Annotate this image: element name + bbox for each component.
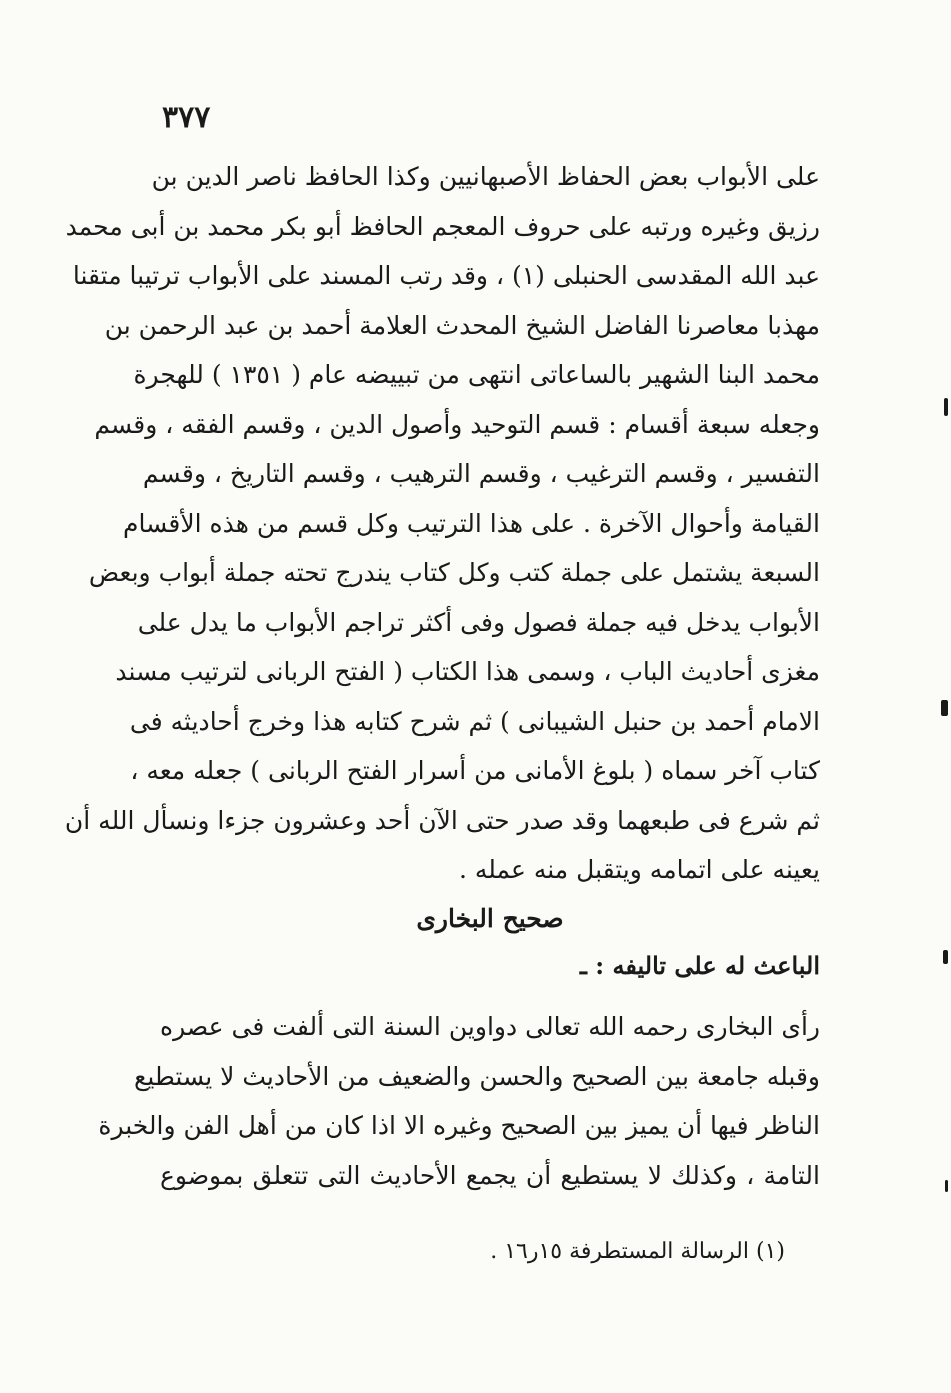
paragraph-line: يعينه على اتمامه ويتقبل منه عمله .	[458, 855, 820, 884]
paragraph-line: السبعة يشتمل على جملة كتب وكل كتاب يندرج تحته جملة أبواب وبعض	[88, 558, 820, 587]
paragraph-line: رأى البخارى رحمه الله تعالى دواوين السنة التى ألفت فى عصره	[160, 1012, 820, 1041]
paragraph-line: كتاب آخر سماه ( بلوغ الأمانى من أسرار الفتح الربانى ) جعله معه ،	[130, 756, 820, 785]
paragraph-line: وقبله جامعة بين الصحيح والحسن والضعيف من الأحاديث لا يستطيع	[134, 1061, 820, 1091]
paragraph-line: التامة ، وكذلك لا يستطيع أن يجمع الأحاديث التى تتعلق بموضوع	[160, 1160, 820, 1190]
paragraph-line: الامام أحمد بن حنبل الشيبانى ) ثم شرح كتابه هذا وخرج أحاديثه فى	[129, 706, 820, 736]
paragraph-line: مهذبا معاصرنا الفاضل الشيخ المحدث العلامة أحمد بن عبد الرحمن بن	[104, 310, 820, 340]
scan-edge-mark	[941, 700, 948, 716]
scan-edge-mark	[944, 398, 948, 416]
section-paragraph	[98, 1002, 820, 1200]
scan-edge-mark	[943, 950, 948, 964]
paragraph-line: عبد الله المقدسى الحنبلى (١) ، وقد رتب المسند على الأبواب ترتيبا متقنا	[72, 261, 820, 290]
paragraph-line: التفسير ، وقسم الترغيب ، وقسم الترهيب ، وقسم التاريخ ، وقسم	[142, 459, 820, 488]
paragraph-line: محمد البنا الشهير بالساعاتى انتهى من تبييضه عام ( ١٣٥١ ) للهجرة	[133, 360, 820, 389]
section-title: صحيح البخارى	[416, 904, 564, 933]
paragraph-line: على الأبواب بعض الحفاظ الأصبهانيين وكذا الحافظ ناصر الدين بن	[151, 162, 820, 191]
paragraph-line: الناظر فيها أن يميز بين الصحيح وغيره الا اذا كان من أهل الفن والخبرة	[98, 1111, 820, 1140]
scan-edge-mark	[945, 1180, 948, 1192]
paragraph-line: ثم شرع فى طبعهما وقد صدر حتى الآن أحد وعشرون جزءا ونسأل الله أن	[64, 805, 820, 835]
page-number: ٣٧٧	[162, 100, 211, 135]
footnote: (١) الرسالة المستطرفة ١٥ر١٦ .	[490, 1239, 785, 1264]
paragraph-line: الأبواب يدخل فيه جملة فصول وفى أكثر تراجم الأبواب ما يدل على	[137, 607, 820, 637]
section-subheading: الباعث له على تاليفه : ـ	[579, 951, 820, 980]
paragraph-line: القيامة وأحوال الآخرة . على هذا الترتيب وكل قسم من هذه الأقسام	[123, 508, 820, 538]
paragraph-line: وجعله سبعة أقسام : قسم التوحيد وأصول الدين ، وقسم الفقه ، وقسم	[94, 409, 820, 439]
main-paragraph	[64, 152, 820, 895]
paragraph-line: رزيق وغيره ورتبه على حروف المعجم الحافظ أبو بكر محمد بن أبى محمد	[65, 211, 820, 241]
paragraph-line: مغزى أحاديث الباب ، وسمى هذا الكتاب ( الفتح الربانى لترتيب مسند	[115, 657, 820, 686]
